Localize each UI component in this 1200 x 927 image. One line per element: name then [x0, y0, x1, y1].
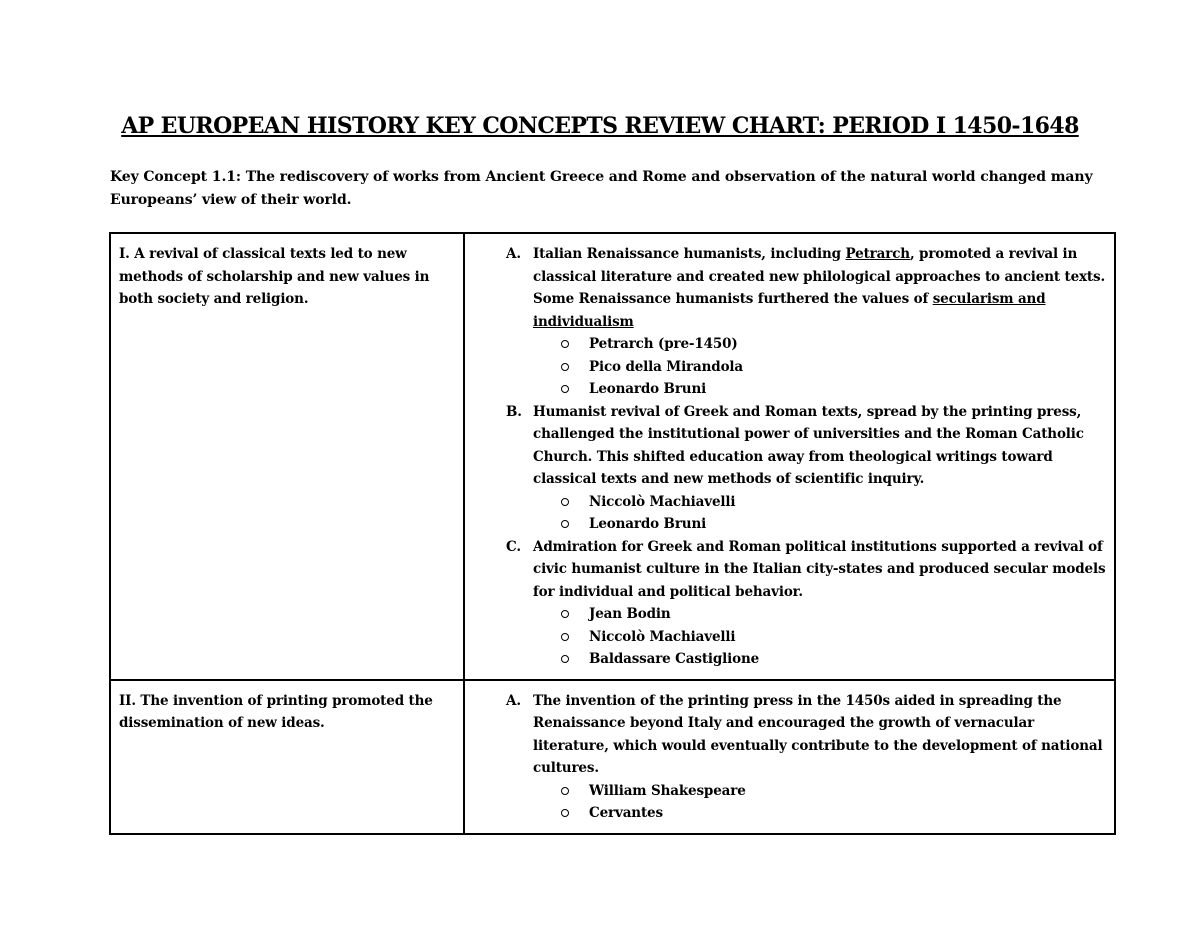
point-text: Admiration for Greek and Roman political institutions supported a revival of civic humanist culture in the Italian city-states and produced secular models for individual and political behavior. — [533, 538, 1106, 600]
example-text: Jean Bodin — [589, 606, 671, 622]
circle-bullet-icon — [561, 340, 569, 348]
point-letter: C. — [506, 538, 521, 555]
example-item — [533, 491, 1106, 514]
example-item — [533, 356, 1106, 379]
concept-heading: I. A revival of classical texts led to new methods of scholarship and new values in both society and religion. — [119, 246, 430, 307]
circle-bullet-icon — [561, 610, 569, 618]
document-title: AP EUROPEAN HISTORY KEY CONCEPTS REVIEW CHART: PERIOD I 1450-1648 — [121, 113, 1079, 139]
point-item — [473, 690, 1106, 825]
table-row — [110, 233, 1115, 680]
point-text-part: Italian Renaissance humanists, including — [533, 246, 846, 262]
example-text: Leonardo Bruni — [589, 516, 707, 532]
example-list — [533, 491, 1106, 536]
circle-bullet-icon — [561, 498, 569, 506]
circle-bullet-icon — [561, 363, 569, 371]
point-text — [533, 246, 1105, 330]
circle-bullet-icon — [561, 809, 569, 817]
example-item — [533, 378, 1106, 401]
point-text: The invention of the printing press in the 1450s aided in spreading the Renaissance beyond Italy and encouraged the growth of vernacular literature, which would eventually contribute to the development of national cultures. — [533, 692, 1103, 776]
example-text: Leonardo Bruni — [589, 381, 707, 397]
point-letter: A. — [506, 246, 521, 262]
example-item — [533, 648, 1106, 671]
point-letter: A. — [506, 692, 521, 709]
example-text: Niccolò Machiavelli — [589, 493, 736, 510]
circle-bullet-icon — [561, 655, 569, 663]
key-concept-statement: Key Concept 1.1: The rediscovery of works from Ancient Greece and Rome and observation of the natural world changed many Europeans’ view of their world. — [110, 169, 1093, 208]
point-list — [473, 690, 1106, 825]
example-item — [533, 780, 1106, 803]
concept-details-cell — [464, 680, 1115, 834]
circle-bullet-icon — [561, 633, 569, 641]
example-text: Baldassare Castiglione — [589, 651, 760, 667]
example-list — [533, 780, 1106, 825]
point-item — [473, 401, 1106, 536]
circle-bullet-icon — [561, 385, 569, 393]
example-text: Niccolò Machiavelli — [589, 628, 736, 645]
example-text: William Shakespeare — [589, 782, 746, 799]
example-text: Cervantes — [589, 805, 663, 821]
point-letter: B. — [506, 403, 522, 420]
example-list — [533, 603, 1106, 671]
table-row — [110, 680, 1115, 834]
example-item — [533, 513, 1106, 536]
example-item — [533, 626, 1106, 649]
circle-bullet-icon — [561, 787, 569, 795]
point-item — [473, 536, 1106, 671]
example-text: Petrarch (pre-1450) — [589, 336, 738, 352]
concept-details-cell — [464, 233, 1115, 680]
review-chart-table — [109, 232, 1116, 835]
point-list — [473, 243, 1106, 671]
example-text: Pico della Mirandola — [589, 358, 744, 375]
circle-bullet-icon — [561, 520, 569, 528]
example-item — [533, 802, 1106, 825]
point-text-part: , promoted a revival in classical literature and created new philological approaches to ancient texts. Some Renaissance humanists furthered the values of — [533, 246, 1106, 307]
point-item — [473, 243, 1106, 401]
concept-heading-cell — [110, 680, 464, 834]
point-text: Humanist revival of Greek and Roman texts, spread by the printing press, challenged the institutional power of universities and the Roman Catholic Church. This shifted education away from theological writings toward classical texts and new methods of scientific inquiry. — [533, 403, 1084, 487]
example-item — [533, 603, 1106, 626]
concept-heading-cell — [110, 233, 464, 680]
underlined-term: Petrarch — [845, 246, 910, 262]
example-list — [533, 333, 1106, 401]
concept-heading: II. The invention of printing promoted the dissemination of new ideas. — [119, 692, 433, 731]
example-item — [533, 333, 1106, 356]
underlined-term: secularism and individualism — [533, 291, 1046, 330]
